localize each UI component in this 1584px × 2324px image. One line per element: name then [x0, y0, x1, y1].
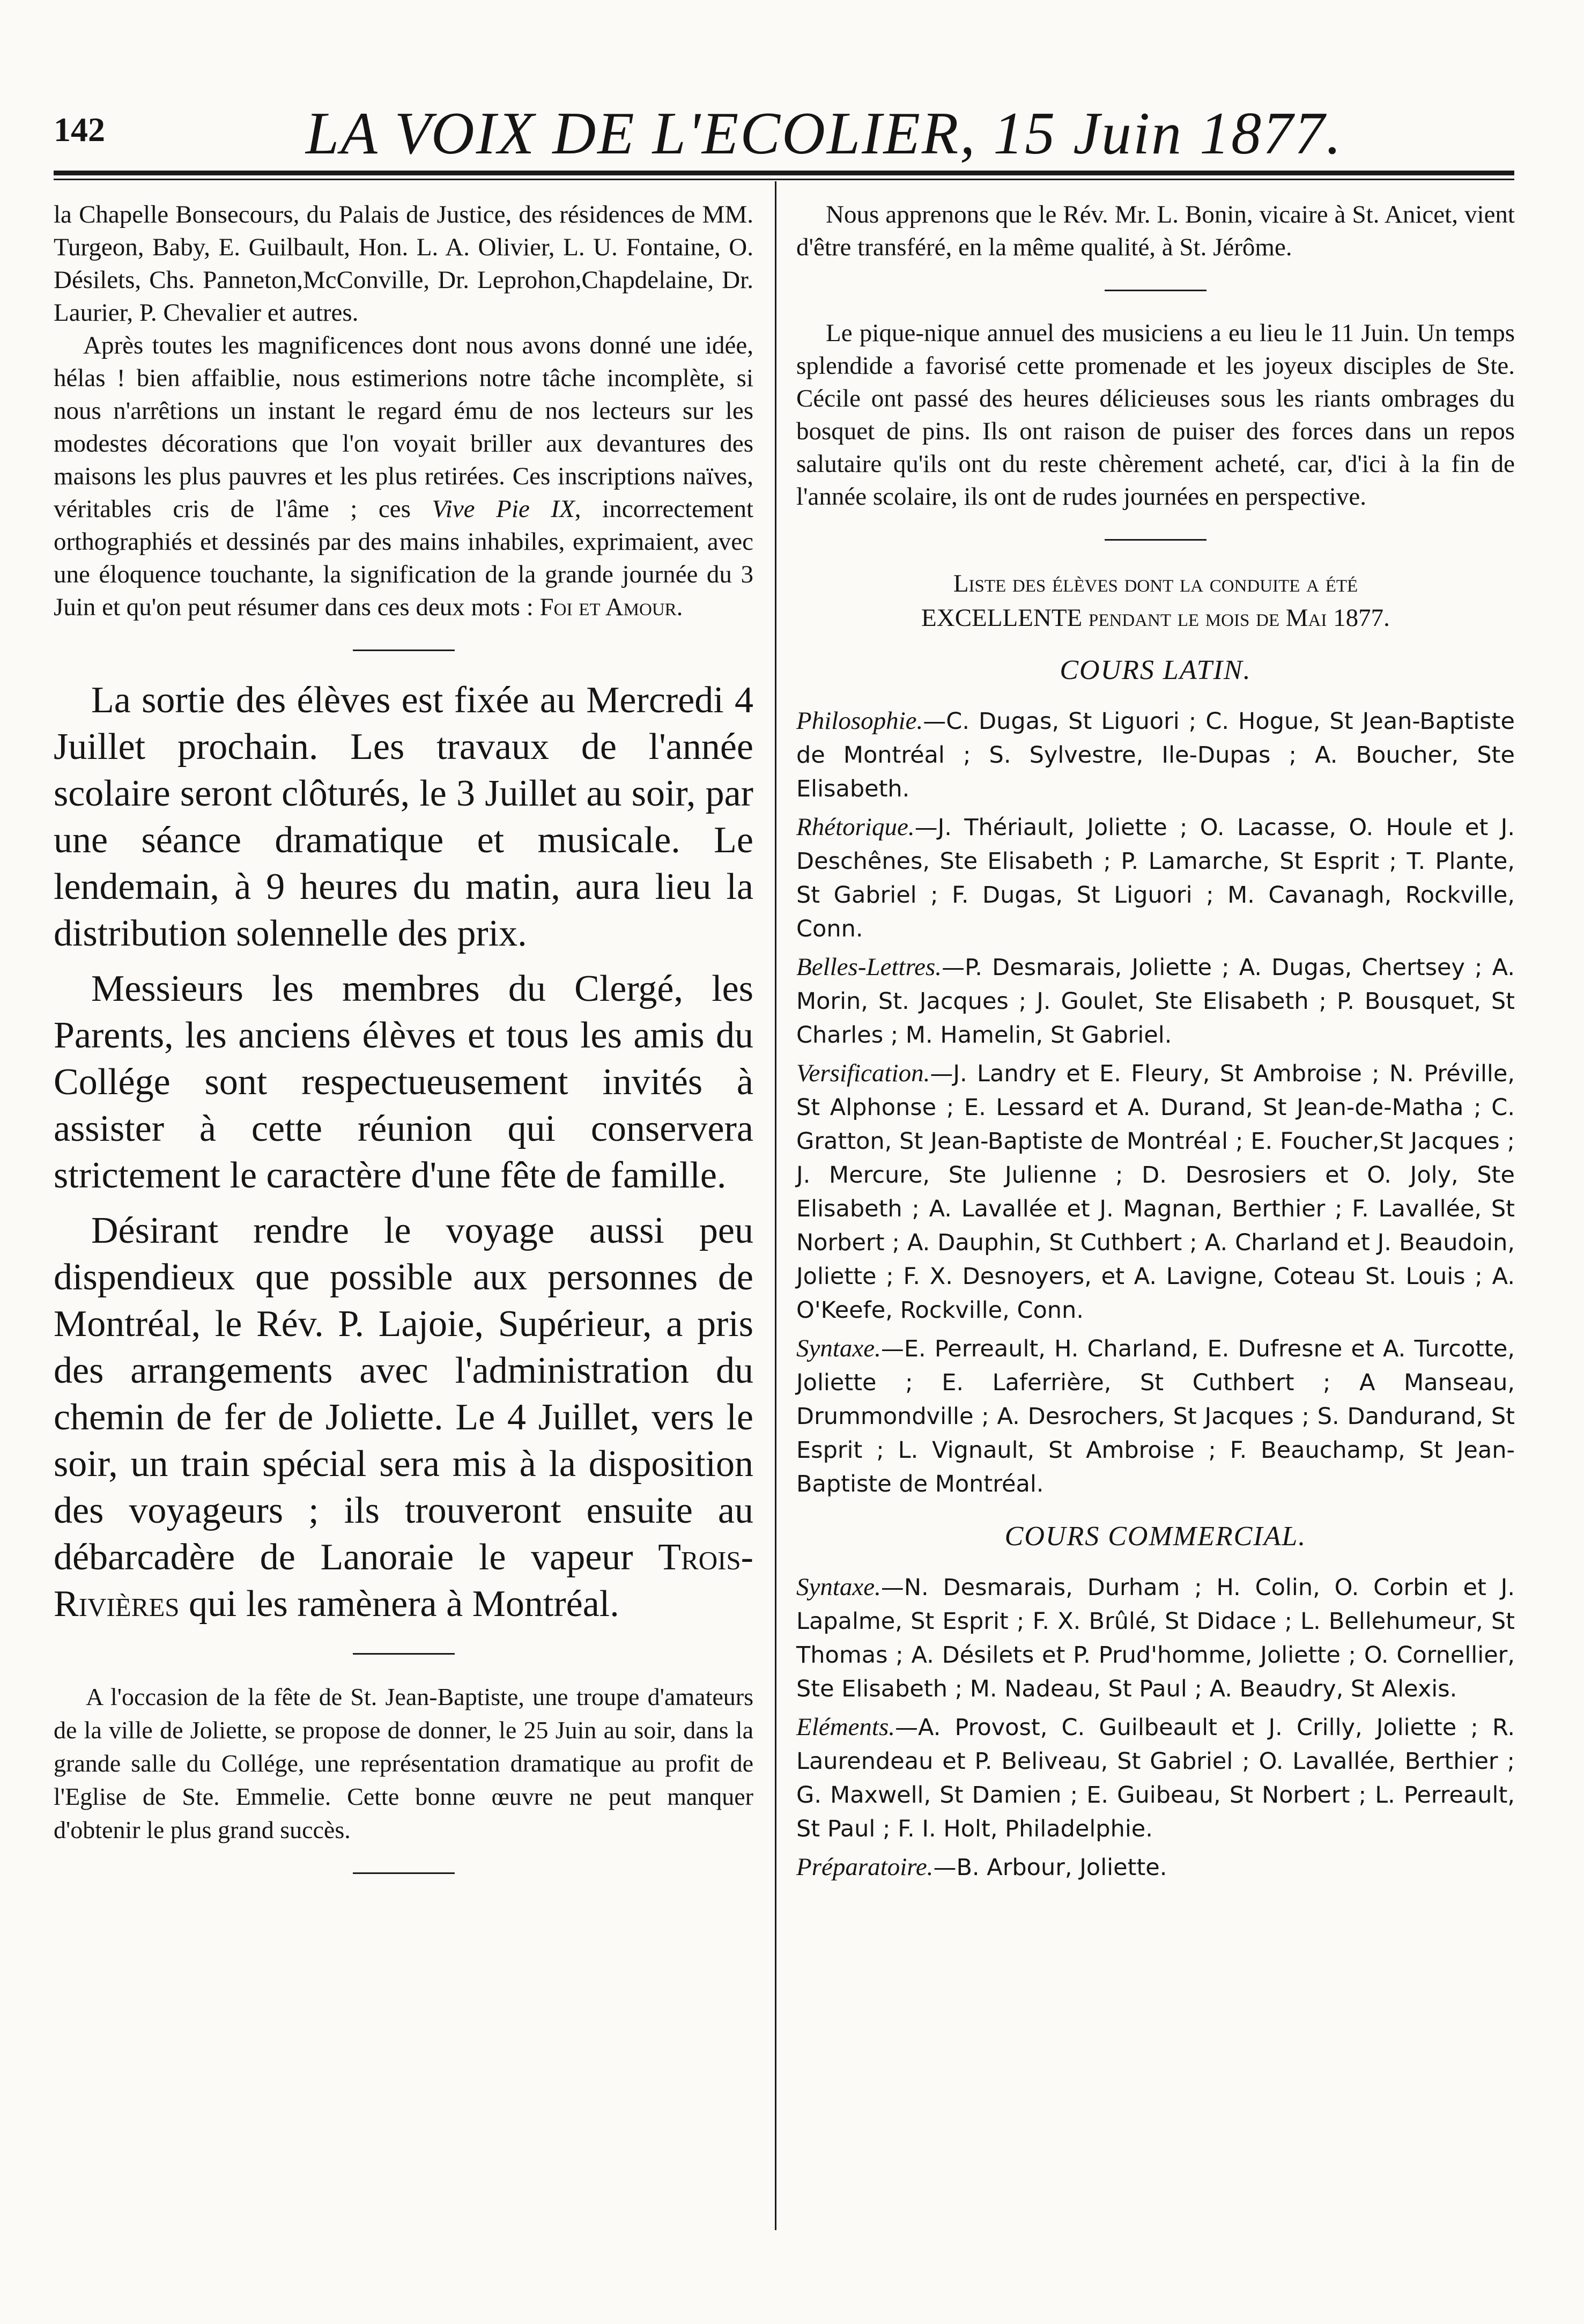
- separator-rule: [1105, 290, 1206, 291]
- latin-list: [796, 704, 1515, 1501]
- header-rule-thin: [54, 179, 1514, 180]
- voyage-text-a: Désirant rendre le voyage aussi peu dispendieux que possible aux personnes de Montréal, le Rév. P. Lajoie, Supérieur, a pris des arrangements avec l'administration du chemin de fer de Joliette. Le 4 Juillet, vers le soir, un train spécial sera mis à la disposition des voyageurs ; ils trouveront ensuite au débarcadère de Lanoraie le vapeur: [54, 1210, 753, 1578]
- paragraph-occasion: A l'occasion de la fête de St. Jean-Baptiste, une troupe d'amateurs de la ville de Joliette, se propose de donner, le 25 Juin au soir, dans la grande salle du Collége, une représentation dramatique au profit de l'Eglise de Ste. Emmelie. Cette bonne œuvre ne peut manquer d'obtenir le plus grand succès.: [54, 1683, 753, 1843]
- commercial-list: [796, 1570, 1515, 1885]
- ship-name: Trois-Rivières: [54, 1537, 753, 1625]
- page-number: 142: [54, 110, 105, 149]
- header-rule-thick: [54, 171, 1514, 175]
- list-item: Philosophie.—C. Dugas, St Liguori ; C. Hogue, St Jean-Baptiste de Montréal ; S. Sylvestre, Ile-Dupas ; A. Boucher, Ste Elisabeth.: [796, 707, 1515, 802]
- left-column: [54, 198, 753, 1900]
- announcement-sortie: La sortie des élèves est fixée au Mercredi 4 Juillet prochain. Les travaux de l'année scolaire seront clôturés, le 3 Juillet au soir, par une séance dramatique et musicale. Le lendemain, à 9 heures du matin, aura lieu la distribution solennelle des prix.: [54, 680, 753, 954]
- announcement-invitation: Messieurs les membres du Clergé, les Parents, les anciens élèves et tous les amis du Collége sont respectueusement invités à assister à cette réunion qui conservera strictement le caractère d'une fête de famille.: [54, 968, 753, 1196]
- section-cours-latin: COURS LATIN.: [1060, 655, 1252, 685]
- page-header: [54, 99, 1514, 169]
- list-item: Belles-Lettres.—P. Desmarais, Joliette ; A. Dugas, Chertsey ; A. Morin, St. Jacques ; J. Goulet, Ste Elisabeth ; P. Bousquet, St Charles ; M. Hamelin, St Gabriel.: [796, 953, 1515, 1049]
- separator-rule: [353, 650, 455, 651]
- list-item: Préparatoire.—B. Arbour, Joliette.: [796, 1853, 1167, 1881]
- decorations-text-a: Après toutes les magnificences dont nous avons donné une idée, hélas ! bien affaiblie, nous estimerions notre tâche incomplète, si nous n'arrêtions un instant le regard ému de nos lecteurs sur les modestes décorations que l'on voyait briller aux devantures des maisons les plus pauvres et les plus retirées. Ces inscriptions naïves, véritables cris de l'âme ; ces: [54, 331, 753, 523]
- vive-pie-ix: Vive Pie IX: [432, 495, 575, 523]
- paragraph-bonin: Nous apprenons que le Rév. Mr. L. Bonin, vicaire à St. Anicet, vient d'être transféré, en la même qualité, à St. Jérôme.: [796, 201, 1515, 261]
- decorations-text-b: , incorrectement orthographiés et dessinés par des mains inhabiles, exprimaient, avec une éloquence touchante, la signification de la grande journée du 3 Juin et qu'on peut résumer dans ces deux mots :: [54, 495, 754, 621]
- paragraph-picnic: Le pique-nique annuel des musiciens a eu lieu le 11 Juin. Un temps splendide a favorisé cette promenade et les joyeux disciples de Ste. Cécile ont passé des heures délicieuses sous les riants ombrages du bosquet de pins. Ils ont raison de puiser des forces dans un repos salutaire qu'ils ont du reste chèrement acheté, car, d'ici à la fin de l'année scolaire, ils ont de rudes journées en perspective.: [796, 319, 1515, 511]
- list-item: Rhétorique.—J. Thériault, Joliette ; O. Lacasse, O. Houle et J. Deschênes, Ste Elisabeth ; P. Lamarche, St Esprit ; T. Plante, St Gabriel ; F. Dugas, St Liguori ; M. Cavanagh, Rockville, Conn.: [796, 813, 1515, 942]
- foi-et-amour: Foi et Amour.: [539, 593, 683, 621]
- running-title: LA VOIX DE L'ECOLIER, 15 Juin 1877.: [306, 100, 1343, 167]
- separator-rule: [353, 1653, 455, 1655]
- column-divider: [775, 181, 776, 2230]
- list-heading-line-2: EXCELLENTE pendant le mois de Mai 1877.: [921, 604, 1390, 632]
- list-item: Eléments.—A. Provost, C. Guilbeault et J. Crilly, Joliette ; R. Laurendeau et P. Beliveau, St Gabriel ; O. Lavallée, Berthier ; G. Maxwell, St Damien ; E. Guibeau, St Norbert ; L. Perreault, St Paul ; F. I. Holt, Philadelphie.: [796, 1713, 1515, 1842]
- separator-rule: [353, 1872, 455, 1874]
- separator-rule: [1105, 539, 1206, 541]
- list-heading: [796, 566, 1515, 635]
- list-item: Syntaxe.—E. Perreault, H. Charland, E. Dufresne et A. Turcotte, Joliette ; E. Laferrière, St Cuthbert ; A Manseau, Drummondville ; A. Desrochers, St Jacques ; S. Dandurand, St Esprit ; L. Vignault, St Ambroise ; F. Beauchamp, St Jean-Baptiste de Montréal.: [796, 1334, 1515, 1497]
- list-heading-line-1: Liste des élèves dont la conduite a été: [953, 570, 1358, 597]
- voyage-text-b: qui les ramènera à Montréal.: [179, 1583, 619, 1625]
- list-item: Versification.—J. Landry et E. Fleury, St Ambroise ; N. Préville, St Alphonse ; E. Lessard et A. Durand, St Jean-de-Matha ; C. Gratton, St Jean-Baptiste de Montréal ; E. Foucher,St Jacques ; J. Mercure, Ste Julienne ; D. Desrosiers et O. Joly, Ste Elisabeth ; A. Lavallée et J. Magnan, Berthier ; F. Lavallée, St Norbert ; A. Dauphin, St Cuthbert ; A. Charland et J. Beaudoin, Joliette ; F. X. Desnoyers, et A. Lavigne, Coteau St. Louis ; A. O'Keefe, Rockville, Conn.: [796, 1059, 1515, 1324]
- paragraph-residences: la Chapelle Bonsecours, du Palais de Justice, des résidences de MM. Turgeon, Baby, E. Guilbault, Hon. L. A. Olivier, L. U. Fontaine, O. Désilets, Chs. Panneton,McConville, Dr. Leprohon,Chapdelaine, Dr. Laurier, P. Chevalier et autres.: [54, 201, 753, 327]
- paragraph-decorations: [54, 329, 753, 624]
- right-column: [796, 198, 1515, 1889]
- announcement-voyage: [54, 1207, 753, 1627]
- section-cours-commercial: COURS COMMERCIAL.: [1004, 1521, 1307, 1552]
- list-item: Syntaxe.—N. Desmarais, Durham ; H. Colin, O. Corbin et J. Lapalme, St Esprit ; F. X. Brûlé, St Didace ; L. Bellehumeur, St Thomas ; A. Désilets et P. Prud'homme, Joliette ; O. Cornellier, Ste Elisabeth ; M. Nadeau, St Paul ; A. Beaudry, St Alexis.: [796, 1573, 1515, 1702]
